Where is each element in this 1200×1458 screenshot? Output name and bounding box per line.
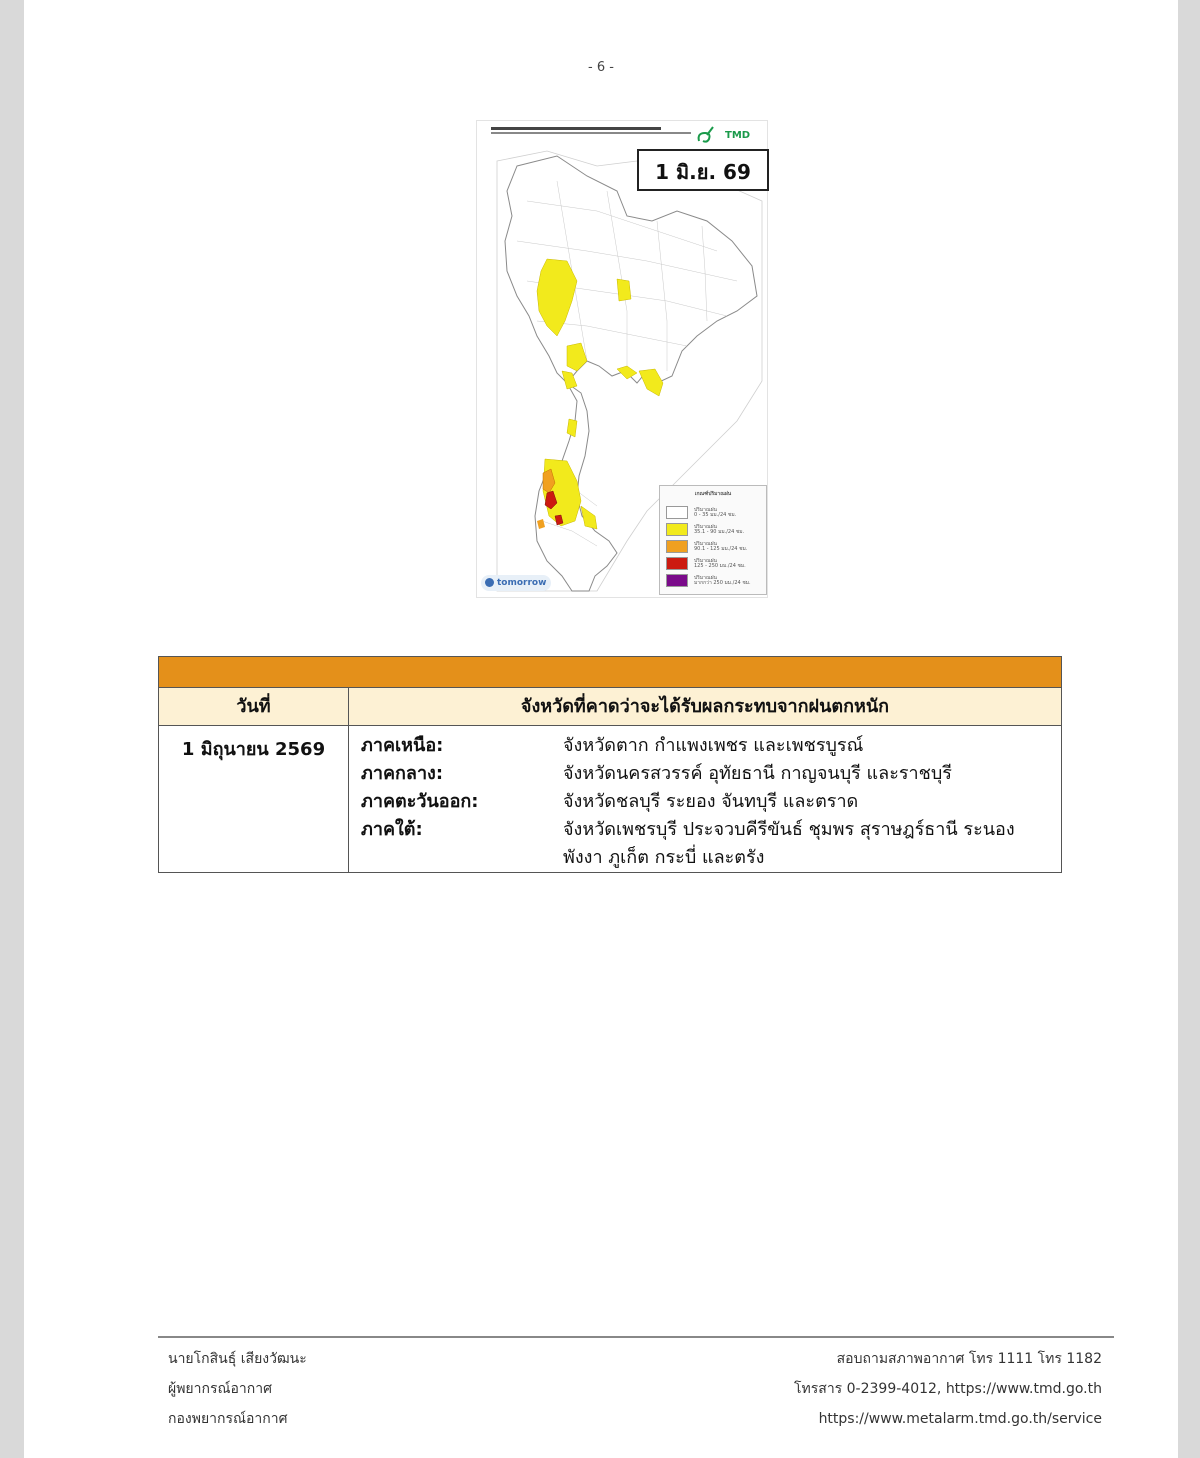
legend-label: ปริมาณฝน	[694, 540, 717, 547]
tmd-logo	[693, 125, 753, 147]
region-provinces: จังหวัดเพชรบุรี ประจวบคีรีขันธ์ ชุมพร สุราษฎร์ธานี ระนอง พังงา ภูเก็ต กระบี่ และตรัง	[563, 819, 1015, 868]
table-row	[159, 726, 1061, 872]
footer-signature	[168, 1344, 307, 1434]
region-name: ภาคตะวันออก:	[361, 791, 479, 812]
legend-range: 35.1 - 90 มม./24 ชม.	[694, 528, 745, 535]
region-provinces: จังหวัดชลบุรี ระยอง จันทบุรี และตราด	[563, 791, 859, 812]
legend-label: ปริมาณฝน	[694, 506, 717, 513]
affected-provinces-table	[158, 656, 1062, 873]
region-provinces: จังหวัดนครสวรรค์ อุทัยธานี กาญจนบุรี และราชบุรี	[563, 763, 952, 784]
forecaster-title: ผู้พยากรณ์อากาศ	[168, 1381, 272, 1397]
legend-label: ปริมาณฝน	[694, 523, 717, 530]
tomorrow-logo-text: tomorrow	[497, 578, 547, 588]
map-header	[491, 127, 681, 145]
legend-title: เกณฑ์ปริมาณฝน	[694, 491, 732, 497]
legend-range: 125 - 250 มม./24 ชม.	[694, 562, 746, 569]
regions-cell	[349, 726, 1061, 872]
legend-label: ปริมาณฝน	[694, 574, 717, 581]
page-number: - 6 -	[588, 60, 614, 75]
tomorrow-logo-icon	[485, 578, 494, 587]
forecaster-name: นายโกสินธุ์ เสียงวัฒนะ	[168, 1351, 307, 1367]
legend-item	[660, 555, 766, 572]
legend-swatch-red	[666, 557, 688, 570]
region-name: ภาคใต้:	[361, 819, 423, 840]
tmd-logo-text: TMD	[725, 130, 751, 141]
footer-contact	[794, 1344, 1102, 1434]
legend-swatch-purple	[666, 574, 688, 587]
document-page	[24, 0, 1178, 1458]
contact-service-link[interactable]: https://www.metalarm.tmd.go.th/service	[818, 1411, 1102, 1427]
region-name: ภาคกลาง:	[361, 763, 444, 784]
map-header-subtitle	[491, 132, 691, 134]
table-header-row	[159, 688, 1061, 726]
contact-phone: สอบถามสภาพอากาศ โทร 1111 โทร 1182	[836, 1351, 1102, 1367]
region-name: ภาคเหนือ:	[361, 735, 444, 756]
rain-risk-map	[476, 120, 768, 598]
table-banner	[159, 657, 1061, 688]
tomorrow-logo	[481, 575, 551, 591]
legend-range: 90.1 - 125 มม./24 ชม.	[694, 545, 748, 552]
header-date: วันที่	[159, 688, 349, 725]
map-legend	[659, 485, 767, 595]
contact-fax-website: โทรสาร 0-2399-4012, https://www.tmd.go.th	[794, 1381, 1102, 1397]
header-provinces: จังหวัดที่คาดว่าจะได้รับผลกระทบจากฝนตกหนัก	[520, 696, 890, 717]
legend-range: 0 - 35 มม./24 ชม.	[694, 511, 737, 518]
legend-swatch-yellow	[666, 523, 688, 536]
legend-item	[660, 572, 766, 589]
legend-item	[660, 504, 766, 521]
region-row-north	[349, 732, 1061, 760]
region-row-south	[349, 816, 1061, 872]
legend-range: มากกว่า 250 มม./24 ชม.	[694, 579, 751, 586]
forecaster-division: กองพยากรณ์อากาศ	[168, 1411, 288, 1427]
footer-divider	[158, 1336, 1114, 1338]
date-cell: 1 มิถุนายน 2569	[159, 726, 349, 872]
region-provinces: จังหวัดตาก กำแพงเพชร และเพชรบูรณ์	[563, 735, 864, 756]
legend-swatch-orange	[666, 540, 688, 553]
legend-item	[660, 538, 766, 555]
legend-swatch-white	[666, 506, 688, 519]
map-date-label: 1 มิ.ย. 69	[637, 149, 769, 191]
map-header-title	[491, 127, 661, 130]
region-row-central	[349, 760, 1061, 788]
region-row-east	[349, 788, 1061, 816]
legend-label: ปริมาณฝน	[694, 557, 717, 564]
legend-item	[660, 521, 766, 538]
